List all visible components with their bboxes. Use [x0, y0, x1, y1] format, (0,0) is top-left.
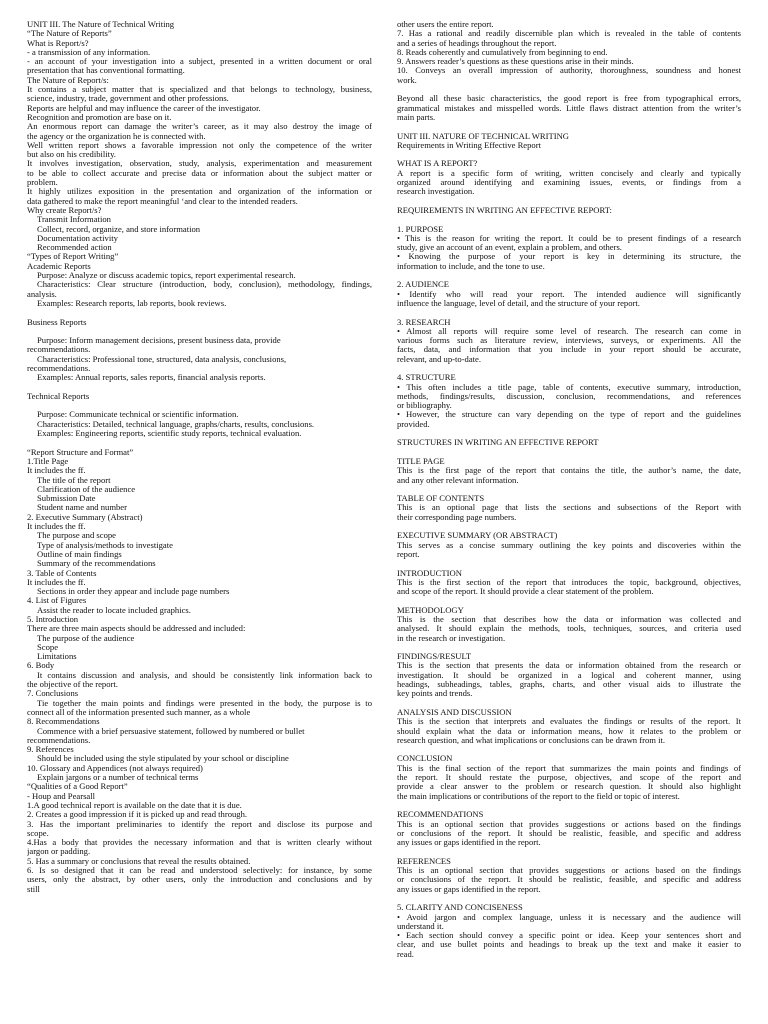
text-line: methods, findings/results, discussion, conclusion, recommendations, and references: [397, 391, 741, 401]
text-line: 10. Conveys an overall impression of authority, thoroughness, soundness and honest: [397, 66, 741, 76]
text-line: • Avoid jargon and complex language, unless it is necessary and the audience will: [397, 912, 741, 922]
text-line: 6. Is so designed that it can be read and understood selectively: for instance, by some: [27, 866, 372, 876]
text-line: • Identify who will read your report. The intended audience will significantly: [397, 289, 741, 299]
text-line: FINDINGS/RESULT: [397, 652, 472, 662]
text-line: ANALYSIS AND DISCUSSION: [397, 707, 512, 717]
blank-line: [397, 847, 741, 856]
text-line: It includes the ff.: [27, 522, 86, 532]
blank-line: [27, 308, 372, 317]
text-line: “Qualities of a Good Report”: [27, 782, 128, 792]
text-line: Commence with a brief persuasive statement, followed by numbered or bullet: [37, 726, 305, 736]
text-line: organized around identifying and examining issues, events, or findings from a: [397, 178, 741, 188]
text-line: 10. Glossary and Appendices (not always required): [27, 763, 203, 773]
text-line: clear, and use bullet points and headings to break up the text and make it easier to: [397, 940, 741, 950]
text-line: 4. STRUCTURE: [397, 373, 456, 383]
text-line: grammatical mistakes and misspelled words. Little flaws distract attention from the writer’s: [397, 103, 741, 113]
text-line: - an account of your investigation into a subject, presented in a written document or oral: [27, 57, 372, 67]
text-line: influence the language, level of detail, and the structure of your report.: [397, 298, 640, 308]
text-line: It includes the ff.: [27, 466, 86, 476]
text-line: Outline of main findings: [37, 549, 122, 559]
text-line: or conclusions of the report. It should be realistic, feasible, and specific and address: [397, 875, 741, 885]
blank-line: [27, 327, 372, 336]
text-line: or bibliography.: [397, 401, 452, 411]
text-line: and a series of headings throughout the report.: [397, 38, 557, 48]
text-line: Characteristics: Professional tone, structured, data analysis, conclusions,: [37, 354, 287, 364]
text-line: the objective of the report.: [27, 680, 118, 690]
text-line: The purpose and scope: [37, 531, 116, 541]
text-line: read.: [397, 949, 414, 959]
text-line: Submission Date: [37, 494, 96, 504]
text-line: Purpose: Communicate technical or scientific information.: [37, 410, 239, 420]
blank-line: [397, 801, 741, 810]
blank-line: [397, 150, 741, 159]
text-line: 1. PURPOSE: [397, 224, 444, 234]
text-line: 3. RESEARCH: [397, 317, 451, 327]
text-line: • Knowing the purpose of your report is key in determining its structure, the: [397, 252, 741, 262]
text-line: research question, and what implications or conclusions can be drawn from it.: [397, 735, 666, 745]
text-line: UNIT III. The Nature of Technical Writing: [27, 20, 175, 29]
text-line: connect all of the information presented such manner, as a whole: [27, 707, 251, 717]
text-line: analysed. It should explain the methods, tools, techniques, sources, and criteria used: [397, 624, 741, 634]
text-line: This is the first page of the report that contains the title, the author’s name, the date,: [397, 466, 741, 476]
text-line: CONCLUSION: [397, 754, 453, 764]
text-line: the report. It should restate the purpose, objectives, and scope of the report and: [397, 773, 741, 783]
text-line: • Each section should convey a specific point or idea. Keep your sentences short and: [397, 931, 741, 941]
text-line: 7. Has a rational and readily discernible plan which is revealed in the table of contents: [397, 29, 741, 39]
blank-line: [397, 448, 741, 457]
text-line: recommendations.: [27, 345, 91, 355]
text-line: Purpose: Inform management decisions, present business data, provide: [37, 336, 281, 346]
blank-line: [397, 559, 741, 568]
text-line: Examples: Annual reports, sales reports, financial analysis reports.: [37, 373, 266, 383]
blank-line: [397, 643, 741, 652]
text-line: Type of analysis/methods to investigate: [37, 540, 173, 550]
text-line: • Almost all reports will require some level of research. The research can come in: [397, 326, 741, 336]
text-line: STRUCTURES IN WRITING AN EFFECTIVE REPORT: [397, 438, 599, 448]
blank-line: [397, 197, 741, 206]
blank-line: [397, 122, 741, 131]
text-line: but also on his credibility.: [27, 150, 116, 160]
text-line: headings, subheadings, tables, graphs, charts, and other visual aids to illustrate the: [397, 680, 741, 690]
text-line: 7. Conclusions: [27, 689, 79, 699]
text-line: This is the final section of the report that summarizes the main points and findings of: [397, 763, 741, 773]
text-line: - Houp and Pearsall: [27, 791, 96, 801]
text-line: This is an optional page that lists the sections and subsections of the Report with: [397, 503, 741, 513]
text-line: and scope of the report. It should provide a clear statement of the problem.: [397, 587, 654, 597]
text-line: and any other relevant information.: [397, 475, 519, 485]
text-line: Characteristics: Detailed, technical language, graphs/charts, results, conclusions.: [37, 419, 315, 429]
text-line: Academic Reports: [27, 261, 91, 271]
text-line: It involves investigation, observation, study, analysis, experimentation and measurement: [27, 159, 372, 169]
blank-line: [397, 745, 741, 754]
blank-line: [397, 522, 741, 531]
text-line: 9. References: [27, 745, 74, 755]
text-line: investigation. It should be organized in a logical and coherent manner, using: [397, 670, 741, 680]
text-line: Technical Reports: [27, 391, 90, 401]
blank-line: [397, 215, 741, 224]
text-line: This is the first section of the report that introduces the topic, background, objectives,: [397, 577, 741, 587]
text-line: recommendations.: [27, 735, 91, 745]
text-line: 1.A good technical report is available on the date that it is due.: [27, 800, 242, 810]
text-line: users, only the abstract, by other users, only the introduction and conclusions and by: [27, 875, 372, 885]
text-line: “Report Structure and Format”: [27, 447, 134, 457]
text-line: main parts.: [397, 112, 436, 122]
text-line: An enormous report can damage the writer’s career, as it may also destroy the image of: [27, 122, 372, 132]
text-line: Requirements in Writing Effective Report: [397, 140, 541, 150]
blank-line: [397, 271, 741, 280]
text-line: Clarification of the audience: [37, 484, 136, 494]
text-line: Documentation activity: [37, 233, 118, 243]
text-line: their corresponding page numbers.: [397, 512, 517, 522]
text-line: Explain jargons or a number of technical terms: [37, 773, 199, 783]
text-line: Characteristics: Clear structure (introduction, body, conclusion), methodology, findings,: [37, 280, 372, 290]
blank-line: [27, 401, 372, 410]
blank-line: [397, 308, 741, 317]
text-line: • This is the reason for writing the report. It could be to present findings of a research: [397, 233, 741, 243]
text-line: information to include, and the tone to use.: [397, 261, 545, 271]
text-line: RECOMMENDATIONS: [397, 810, 484, 820]
text-line: There are three main aspects should be addressed and included:: [27, 624, 246, 634]
text-line: or conclusions of the report. It should be realistic, feasible, and specific and address: [397, 828, 741, 838]
text-line: work.: [397, 75, 417, 85]
right-column: [397, 20, 741, 959]
text-line: Reports are helpful and may influence the career of the investigator.: [27, 103, 261, 113]
text-line: Why create Report/s?: [27, 205, 102, 215]
text-line: Sections in order they appear and include page numbers: [37, 587, 230, 597]
text-line: UNIT III. NATURE OF TECHNICAL WRITING: [397, 131, 570, 141]
text-line: • This often includes a title page, table of contents, executive summary, introduction,: [397, 382, 741, 392]
text-line: study, give an account of an event, explain a problem, and others.: [397, 243, 622, 253]
text-line: 8. Recommendations: [27, 717, 100, 727]
text-line: jargon or padding.: [27, 847, 91, 857]
text-line: The title of the report: [37, 475, 111, 485]
text-line: Well written report shows a favorable impression not only the competence of the writer: [27, 140, 372, 150]
text-line: WHAT IS A REPORT?: [397, 159, 478, 169]
text-line: • However, the structure can vary depending on the type of report and the guidelines: [397, 410, 741, 420]
text-line: science, industry, trade, government and other professions.: [27, 94, 229, 104]
blank-line: [397, 894, 741, 903]
text-line: Business Reports: [27, 317, 87, 327]
text-line: facts, data, and information that you include in your report should be accurate,: [397, 345, 741, 355]
text-line: TABLE OF CONTENTS: [397, 494, 485, 504]
text-line: This is the section that describes how the data or information was collected and: [397, 615, 741, 624]
text-line: Limitations: [37, 652, 77, 662]
text-line: Recognition and promotion are base on it.: [27, 112, 172, 122]
text-line: presentation that has conventional formatting.: [27, 66, 185, 76]
blank-line: [397, 699, 741, 708]
text-line: Transmit Information: [37, 215, 111, 225]
text-line: 4.Has a body that provides the necessary information and that is written clearly without: [27, 838, 372, 848]
text-line: This is the section that interprets and evaluates the findings or results of the report. It: [397, 717, 741, 727]
text-line: understand it.: [397, 921, 444, 931]
text-line: - a transmission of any information.: [27, 47, 151, 57]
text-line: It contains a subject matter that is specialized and that belongs to technology, business,: [27, 85, 372, 95]
text-line: 5. Introduction: [27, 615, 79, 624]
text-line: in the research or investigation.: [397, 633, 506, 643]
text-line: Beyond all these basic characteristics, the good report is free from typographical errors,: [397, 94, 741, 104]
text-line: A report is a specific form of writing, written concisely and clearly and typically: [397, 168, 741, 178]
text-line: 9. Answers reader’s questions as these questions arise in their minds.: [397, 57, 634, 67]
text-line: 4. List of Figures: [27, 596, 87, 606]
text-line: Assist the reader to locate included graphics.: [37, 605, 191, 615]
text-line: 5. CLARITY AND CONCISENESS: [397, 903, 523, 913]
text-line: 3. Table of Contents: [27, 568, 97, 578]
text-line: any issues or gaps identified in the report.: [397, 884, 541, 894]
text-line: “Types of Report Writing”: [27, 252, 119, 262]
text-line: should explain what the data or information means, how it relates to the problem or: [397, 726, 741, 736]
text-line: Summary of the recommendations: [37, 559, 156, 569]
text-line: 2. Executive Summary (Abstract): [27, 512, 143, 522]
text-line: relevant, and up-to-date.: [397, 354, 481, 364]
text-line: The Nature of Report/s:: [27, 75, 109, 85]
text-line: Should be included using the style stipulated by your school or discipline: [37, 754, 289, 764]
text-line: various forms such as literature review, interviews, surveys, or experiments. All the: [397, 336, 741, 346]
blank-line: [27, 438, 372, 447]
text-line: still: [27, 884, 40, 894]
text-line: to be able to collect accurate and precise data or information about the subject matter or: [27, 168, 372, 178]
text-line: the agency or the organization he is connected with.: [27, 131, 206, 141]
text-line: key points and trends.: [397, 689, 473, 699]
text-line: 6. Body: [27, 661, 55, 671]
text-line: The purpose of the audience: [37, 633, 135, 643]
text-line: the main implications or contributions of the report to the field or topic of interest.: [397, 791, 680, 801]
text-line: METHODOLOGY: [397, 605, 464, 615]
text-line: provide a clear answer to the problem or research question. It should also highlight: [397, 782, 741, 792]
text-line: problem.: [27, 178, 58, 188]
text-line: research investigation.: [397, 187, 475, 197]
text-line: 5. Has a summary or conclusions that reveal the results obtained.: [27, 856, 251, 866]
left-column: [27, 20, 372, 894]
text-line: analysis.: [27, 289, 57, 299]
blank-line: [397, 596, 741, 605]
text-line: It highly utilizes exposition in the presentation and organization of the information or: [27, 187, 372, 197]
text-line: Recommended action: [37, 243, 112, 253]
text-line: REQUIREMENTS IN WRITING AN EFFECTIVE REPORT:: [397, 205, 612, 215]
text-line: data gathered to make the report meaningful ‘and clear to the intended readers.: [27, 196, 298, 206]
text-line: Student name and number: [37, 503, 127, 513]
text-line: Scope: [37, 642, 59, 652]
text-line: EXECUTIVE SUMMARY (OR ABSTRACT): [397, 531, 558, 541]
text-line: This is an optional section that provides suggestions or actions based on the findings: [397, 866, 741, 876]
text-line: report.: [397, 549, 420, 559]
blank-line: [397, 429, 741, 438]
text-line: It includes the ff.: [27, 577, 86, 587]
text-line: Tie together the main points and findings were presented in the body, the purpose is to: [37, 698, 372, 708]
text-line: 3. Has the important preliminaries to identify the report and disclose its purpose and: [27, 819, 372, 829]
text-line: 8. Reads coherently and cumulatively from beginning to end.: [397, 47, 608, 57]
text-line: 1.Title Page: [27, 456, 69, 466]
text-line: any issues or gaps identified in the report.: [397, 838, 541, 848]
text-line: Examples: Research reports, lab reports, book reviews.: [37, 298, 227, 308]
text-line: Purpose: Analyze or discuss academic topics, report experimental research.: [37, 271, 296, 281]
text-line: 2. Creates a good impression if it is picked up and read through.: [27, 810, 248, 820]
text-line: This is an optional section that provides suggestions or actions based on the findings: [397, 819, 741, 829]
text-line: INTRODUCTION: [397, 568, 462, 578]
text-line: “The Nature of Reports”: [27, 29, 112, 39]
text-line: provided.: [397, 419, 430, 429]
text-line: This serves as a concise summary outlining the key points and discoveries within the: [397, 540, 741, 550]
text-line: 2. AUDIENCE: [397, 280, 450, 290]
text-line: scope.: [27, 828, 49, 838]
text-line: REFERENCES: [397, 856, 451, 866]
blank-line: [27, 383, 372, 392]
text-line: This is the section that presents the data or information obtained from the research or: [397, 661, 741, 671]
text-line: It contains discussion and analysis, and should be consistently link information back to: [37, 670, 372, 680]
text-line: Examples: Engineering reports, scientific study reports, technical evaluation.: [37, 429, 302, 439]
blank-line: [397, 485, 741, 494]
text-line: Collect, record, organize, and store information: [37, 224, 201, 234]
blank-line: [397, 85, 741, 94]
text-line: What is Report/s?: [27, 38, 89, 48]
text-line: other users the entire report.: [397, 20, 494, 29]
text-line: recommendations.: [27, 363, 91, 373]
blank-line: [397, 364, 741, 373]
text-line: TITLE PAGE: [397, 456, 445, 466]
